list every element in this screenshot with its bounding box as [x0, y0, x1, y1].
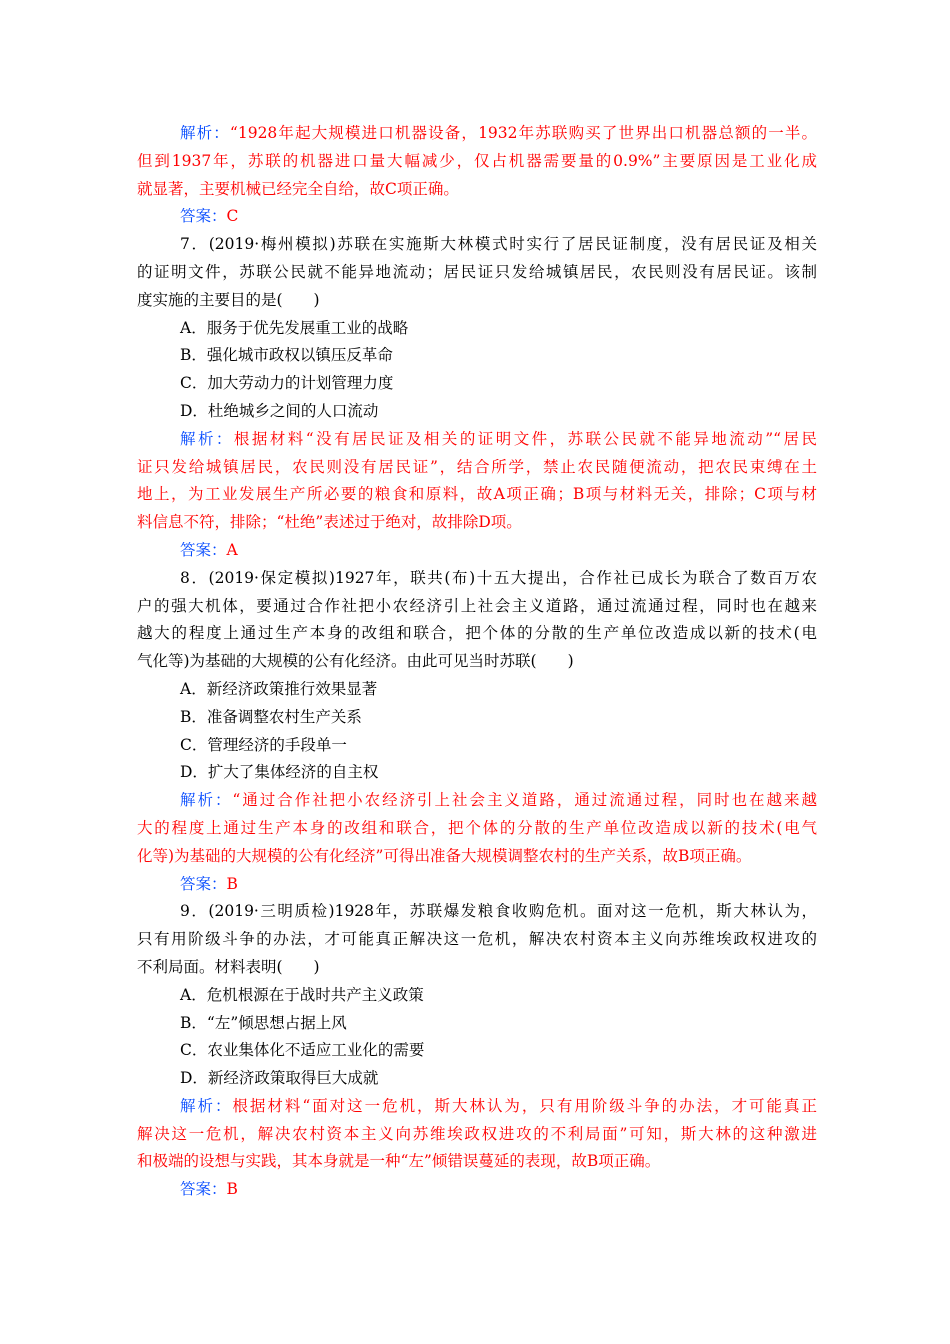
analysis-line — [137, 176, 817, 204]
question-stem-line: 9．(2019·三明质检)1928年，苏联爆发粮食收购危机。面对这一危机，斯大林认为， — [180, 902, 817, 921]
analysis-text: “通过合作社把小农经济引上社会主义道路，通过流通过程，同时也在越来越 — [232, 791, 817, 810]
question-option: D．扩大了集体经济的自主权 — [180, 763, 379, 782]
analysis-line — [137, 1148, 817, 1176]
analysis-text: 化等)为基础的大规模的公有化经济”可得出准备大规模调整农村的生产关系，故B项正确。 — [137, 846, 752, 865]
analysis-text: 根据材料“没有居民证及相关的证明文件，苏联公民就不能异地流动”“居民 — [233, 429, 817, 448]
analysis-label: 解析： — [180, 124, 230, 142]
question-stem-line: 度实施的主要目的是( ) — [137, 290, 320, 309]
analysis-line — [137, 120, 817, 148]
answer-value: B — [226, 1180, 238, 1199]
question-option: D．新经济政策取得巨大成就 — [180, 1069, 379, 1088]
analysis-text: 大的程度上通过生产本身的改组和联合，把个体的分散的生产单位改造成以新的技术(电气 — [137, 818, 817, 837]
answer-value: C — [226, 207, 239, 226]
analysis-text: “1928年起大规模进口机器设备，1932年苏联购买了世界出口机器总额的一半。 — [229, 124, 817, 142]
answer-label: 答案： — [180, 540, 227, 559]
analysis-line — [137, 843, 817, 871]
question-option: B．“左”倾思想占据上风 — [180, 1013, 347, 1032]
question-option: C．农业集体化不适应工业化的需要 — [180, 1041, 425, 1060]
answer-line — [137, 1176, 817, 1204]
analysis-text: 但到1937年，苏联的机器进口量大幅减少，仅占机器需要量的0.9%”主要原因是工业化成 — [137, 151, 817, 170]
analysis-text: 料信息不符，排除；“杜绝”表述过于绝对，故排除D项。 — [137, 513, 522, 532]
answer-value: B — [226, 874, 238, 893]
analysis-block — [137, 787, 817, 870]
analysis-line — [137, 1093, 817, 1121]
analysis-line — [137, 148, 817, 176]
question-stem-line: 7．(2019·梅州模拟)苏联在实施斯大林模式时实行了居民证制度，没有居民证及相关 — [180, 235, 817, 254]
question-stem-line: 户的强大机体，要通过合作社把小农经济引上社会主义道路，通过流通过程，同时也在越来 — [137, 596, 817, 615]
analysis-block — [137, 120, 817, 203]
question-option: A．危机根源在于战时共产主义政策 — [180, 985, 424, 1004]
analysis-label: 解析： — [180, 1096, 233, 1115]
analysis-text: 根据材料“面对这一危机，斯大林认为，只有用阶级斗争的办法，才可能真正 — [232, 1096, 817, 1115]
answer-line — [137, 871, 817, 899]
question-option: D．杜绝城乡之间的人口流动 — [180, 401, 379, 420]
answer-value: A — [226, 540, 238, 559]
question-stem-line: 气化等)为基础的大规模的公有化经济。由此可见当时苏联( ) — [137, 652, 574, 671]
analysis-label: 解析： — [180, 429, 234, 448]
answer-label: 答案： — [180, 874, 227, 893]
question-block — [137, 231, 817, 426]
analysis-label: 解析： — [180, 791, 233, 810]
analysis-text: 解决这一危机，解决农村资本主义向苏维埃政权进攻的不利局面”可知，斯大林的这种激进 — [137, 1124, 817, 1143]
question-stem-line: 8．(2019·保定模拟)1927年，联共(布)十五大提出，合作社已成长为联合了数百万农 — [180, 568, 817, 587]
question-stem-line: 只有用阶级斗争的办法，才可能真正解决这一危机，解决农村资本主义向苏维埃政权进攻的 — [137, 930, 817, 949]
question-option: A．服务于优先发展重工业的战略 — [180, 318, 409, 337]
question-option: B．准备调整农村生产关系 — [180, 707, 362, 726]
analysis-line — [137, 481, 817, 509]
question-option: C．管理经济的手段单一 — [180, 735, 347, 754]
analysis-line — [137, 1121, 817, 1149]
answer-line — [137, 203, 817, 231]
analysis-text: 地上，为工业发展生产所必要的粮食和原料，故A项正确；B项与材料无关，排除；C项与材 — [137, 485, 817, 504]
analysis-line — [137, 426, 817, 454]
question-option: B．强化城市政权以镇压反革命 — [180, 346, 393, 365]
analysis-block — [137, 426, 817, 537]
question-option: A．新经济政策推行效果显著 — [180, 679, 378, 698]
answer-line — [137, 537, 817, 565]
analysis-line — [137, 454, 817, 482]
analysis-text: 证只发给城镇居民，农民则没有居民证”，结合所学，禁止农民随便流动，把农民束缚在土 — [137, 457, 817, 476]
question-stem-line: 的证明文件，苏联公民就不能异地流动；居民证只发给城镇居民，农民则没有居民证。该制 — [137, 262, 817, 281]
analysis-line — [137, 787, 817, 815]
question-option: C．加大劳动力的计划管理力度 — [180, 374, 394, 393]
analysis-text: 就显著，主要机械已经完全自给，故C项正确。 — [137, 179, 459, 198]
question-block — [137, 898, 817, 1093]
analysis-text: 和极端的设想与实践，其本身就是一种“左”倾错误蔓延的表现，故B项正确。 — [137, 1152, 661, 1171]
answer-label: 答案： — [180, 207, 227, 226]
question-block — [137, 565, 817, 787]
answer-label: 答案： — [180, 1180, 227, 1199]
question-stem-line: 越大的程度上通过生产本身的改组和联合，把个体的分散的生产单位改造成以新的技术(电 — [137, 624, 817, 643]
analysis-block — [137, 1093, 817, 1176]
analysis-line — [137, 815, 817, 843]
question-stem-line: 不利局面。材料表明( ) — [137, 957, 320, 976]
analysis-line — [137, 509, 817, 537]
document-content — [137, 120, 817, 1204]
